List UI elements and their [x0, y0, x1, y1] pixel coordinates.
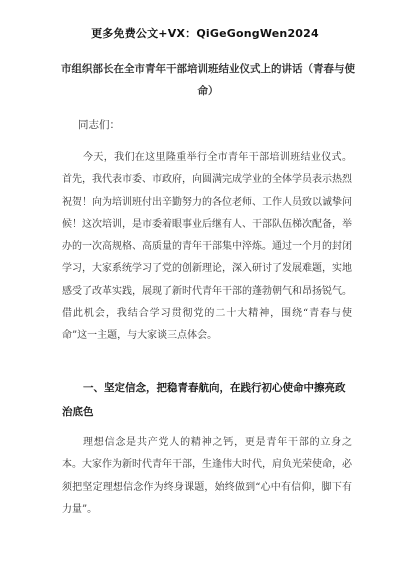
document-title: 市组织部长在全市青年干部培训班结业仪式上的讲话（青春与使命） — [61, 63, 355, 97]
body-paragraph-1: 今天，我们在这里隆重举行全市青年干部培训班结业仪式。首先，我代表市委、市政府，向圆满完成学业的全体学员表示热烈祝贺！向为培训班付出辛勤努力的各位老师、工作人员致以诚挚问候！这次培训，是市委着眼事业后继有人、干部队伍梯次配备，举办的一次高规格、高质量的青年干部集中淬炼。通过一个月的封闭学习，大家系统学习了党的创新理论，深入研讨了发展难题，实地感受了改革实践，展现了新时代青年干部的蓬勃朝气和昂扬锐气。借此机会，我结合学习贯彻党的二十大精神，围绕“青春与使命”这一主题，与大家谈三点体会。 — [62, 152, 352, 342]
body-paragraph-2: 理想信念是共产党人的精神之钙，更是青年干部的立身之本。大家作为新时代青年干部，生逢伟大时代，肩负光荣使命，必须把坚定理想信念作为终身课题，始终做到“心中有信仰，脚下有力量”。 — [62, 437, 352, 515]
section-heading-1: 一、坚定信念，把稳青春航向，在践行初心使命中擦亮政治底色 — [62, 382, 346, 418]
salutation: 同志们： — [78, 119, 120, 131]
header-banner: 更多免费公文+VX：QiGeGongWen2024 — [91, 27, 319, 40]
